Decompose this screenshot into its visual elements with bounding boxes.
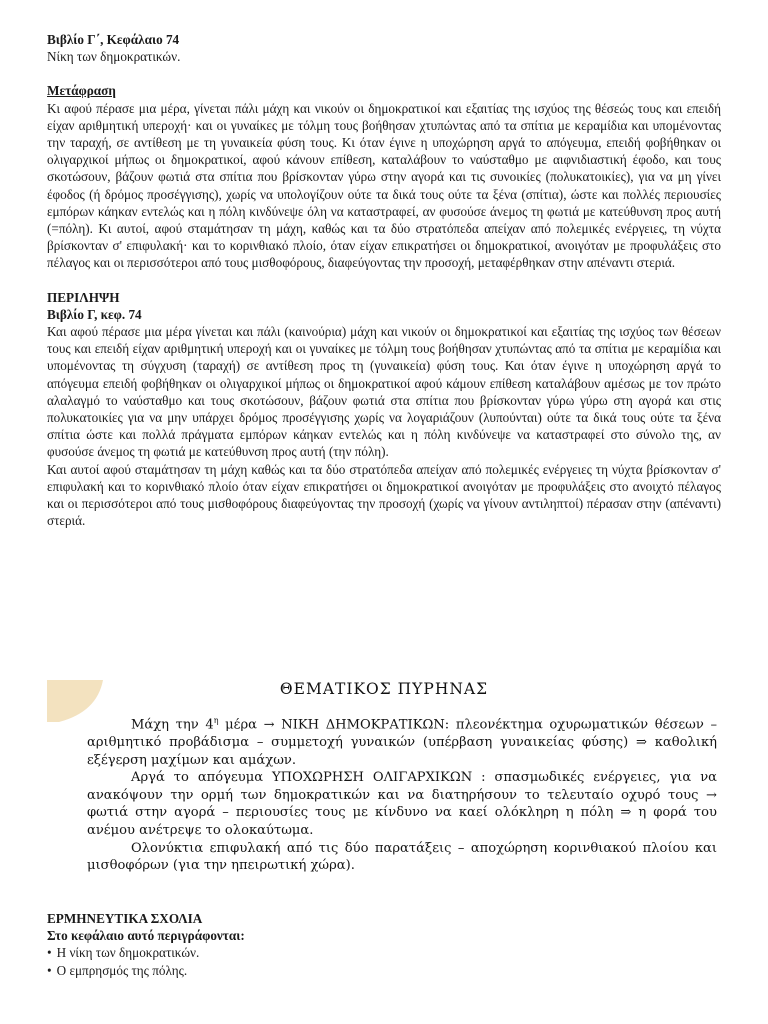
translation-heading: Μετάφραση	[47, 83, 116, 99]
list-item: • Η νίκη των δημοκρατικών.	[47, 944, 721, 961]
thematic-core-title: ΘΕΜΑΤΙΚΟΣ ΠΥΡΗΝΑΣ	[279, 680, 489, 698]
comments-heading: ΕΡΜΗΝΕΥΤΙΚΑ ΣΧΟΛΙΑ	[47, 911, 203, 926]
document-page	[47, 31, 721, 529]
summary-heading: ΠΕΡΙΛΗΨΗ	[47, 289, 120, 305]
thematic-paragraph-2: Αργά το απόγευμα ΥΠΟΧΩΡΗΣΗ ΟΛΙΓΑΡΧΙΚΩΝ : σπασμωδικές ενέργειες, για να ανακόψουν την ορμή των δημοκρατικών και να διατηρήσουν το τελευταίο οχυρό τους → φωτιά στην αγορά – περιουσίες τους με κίνδυνο να καεί ολόκληρη η πόλη ⇒ η φορά του ανέμου ανέτρεψε το ολοκαύτωμα.	[87, 770, 717, 838]
thematic-p1-rest: μέρα → ΝΙΚΗ ΔΗΜΟΚΡΑΤΙΚΩΝ: πλεονέκτημα οχυρωματικών θέσεων – αριθμητικό προβάδισμα – συμμετοχή γυναικών (υπέρβαση γυναικείας φύσης) ⇒ καθολική εξέγερση μαχίμων και αμάχων.	[87, 717, 717, 768]
chapter-subtitle: Νίκη των δημοκρατικών.	[47, 49, 181, 65]
comments-list	[47, 944, 721, 978]
summary-paragraph-1: Και αφού πέρασε μια μέρα γίνεται και πάλι (καινούρια) μάχη και νικούν οι δημοκρατικοί και εξαιτίας της ισχύος των θέσεων τους και επειδή είχαν αριθμητική υπεροχή και οι γυναίκες με τόλμη τους βοήθησαν χτυπώντας από τα σπίτια με κεραμίδια και υπομένοντας τη σύγχυση (ταραχή) σε αντίθεση προς τη (γυναικεία) φύση τους. Και όταν έγινε η υποχώρηση αργά το απόγευμα επειδή φοβήθηκαν οι ολιγαρχικοί μήπως οι δημοκρατικοί αφού κάμουν επίθεση καταλάβουν αμέσως με τον πρώτο αλαλαγμό το ναύσταθμο και τους σκοτώσουν, βάζουν φωτιά στα σπίτια που βρίσκονταν γύρω γύρω στη αγορά και στις πολυκατοικίες για να μην υπάρχει δρόμος προσέγγισης χωρίς να λογαριάζουν (λυπούνται) ούτε τα δικά τους ούτε τα ξένα σπίτια ώστε και πολλά πράγματα εμπόρων κάηκαν εντελώς και η πόλη κινδύνεψε να καταστραφεί στο σύνολο της, αν φυσούσε άνεμος τη φωτιά με κατεύθυνση προς αυτή (την πόλη).	[47, 324, 721, 460]
summary-subheading: Βιβλίο Γ, κεφ. 74	[47, 306, 142, 322]
interpretive-comments	[47, 910, 721, 979]
thematic-paragraph-3: Ολονύκτια επιφυλακή από τις δύο παρατάξεις – αποχώρηση κορινθιακού πλοίου και μισθοφόρων (για την ηπειρωτική χώρα).	[87, 840, 717, 874]
ordinal-superscript: η	[213, 716, 219, 725]
list-item: • Ο εμπρησμός της πόλης.	[47, 962, 721, 979]
thematic-core-body	[87, 712, 717, 875]
thematic-core-scan	[47, 672, 721, 890]
translation-text: Κι αφού πέρασε μια μέρα, γίνεται πάλι μάχη και νικούν οι δημοκρατικοί και εξαιτίας της ισχύος της θέσεώς τους και επειδή είχαν αριθμητική υπεροχή· και οι γυναίκες με τόλμη τους βοήθησαν χτυπώντας από τα σπίτια με κεραμίδια και υπομένοντας την ταραχή, σε αντίθεση με τη γυναικεία φύση τους. Κι όταν έγινε η υποχώρηση αργά το απόγευμα, επειδή φοβήθηκαν οι ολιγαρχικοί μήπως οι δημοκρατικοί, αφού κάνουν επίθεση, καταλάβουν το ναύσταθμο με αιφνιδιαστική έφοδο, και τους σκοτώσουν, βάζουν φωτιά στα σπίτια που βρίσκονταν γύρω στην αγορά και τις συνοικίες (πολυκατοικίες), για να μη γίνει έφοδος (ή δρόμος προσέγγισης), χωρίς να υπολογίζουν ούτε τα δικά τους ούτε τα ξένα (σπίτια), ώστε και πολλές περιουσίες εμπόρων κάηκαν εντελώς και η πόλη κινδύνεψε όλη να καταστραφεί, αν φυσούσε άνεμος τη φωτιά με κατεύθυνση προς αυτή (=πόλη). Κι αυτοί, αφού σταμάτησαν τη μάχη, καθώς και τα δύο στρατόπεδα απείχαν από πολεμικές ενέργειες, τη νύχτα βρίσκονταν σ' επιφυλακή· και το κορινθιακό πλοίο, όταν είχαν επικρατήσει οι δημοκρατικοί, ανοιγόταν με προφυλάξεις στο πέλαγος και οι περισσότεροι από τους μισθοφόρους, διαφεύγοντας την προσοχή, μεταφέρθηκαν στην απέναντι στεριά.	[47, 100, 721, 271]
thematic-p1-start: Μάχη την 4	[131, 717, 214, 733]
comments-intro: Στο κεφάλαιο αυτό περιγράφονται:	[47, 928, 245, 944]
summary-paragraph-2: Και αυτοί αφού σταμάτησαν τη μάχη καθώς και τα δύο στρατόπεδα απείχαν από πολεμικές ενέργειες τη νύχτα βρίσκονταν σ' επιφυλακή και το κορινθιακό πλοίο όταν είχαν επικρατήσει οι δημοκρατικοί ανοιγόταν με προφυλάξεις στο ανοιχτό πέλαγος και οι περισσότεροι από τους μισθοφόρους διαφεύγοντας την προσοχή (χωρίς να γίνουν αντιληπτοί) πέρασαν στην (απέναντι) στεριά.	[47, 461, 721, 529]
thematic-paragraph-1	[87, 712, 717, 769]
book-chapter-title: Βιβλίο Γ΄, Κεφάλαιο 74	[47, 32, 180, 47]
